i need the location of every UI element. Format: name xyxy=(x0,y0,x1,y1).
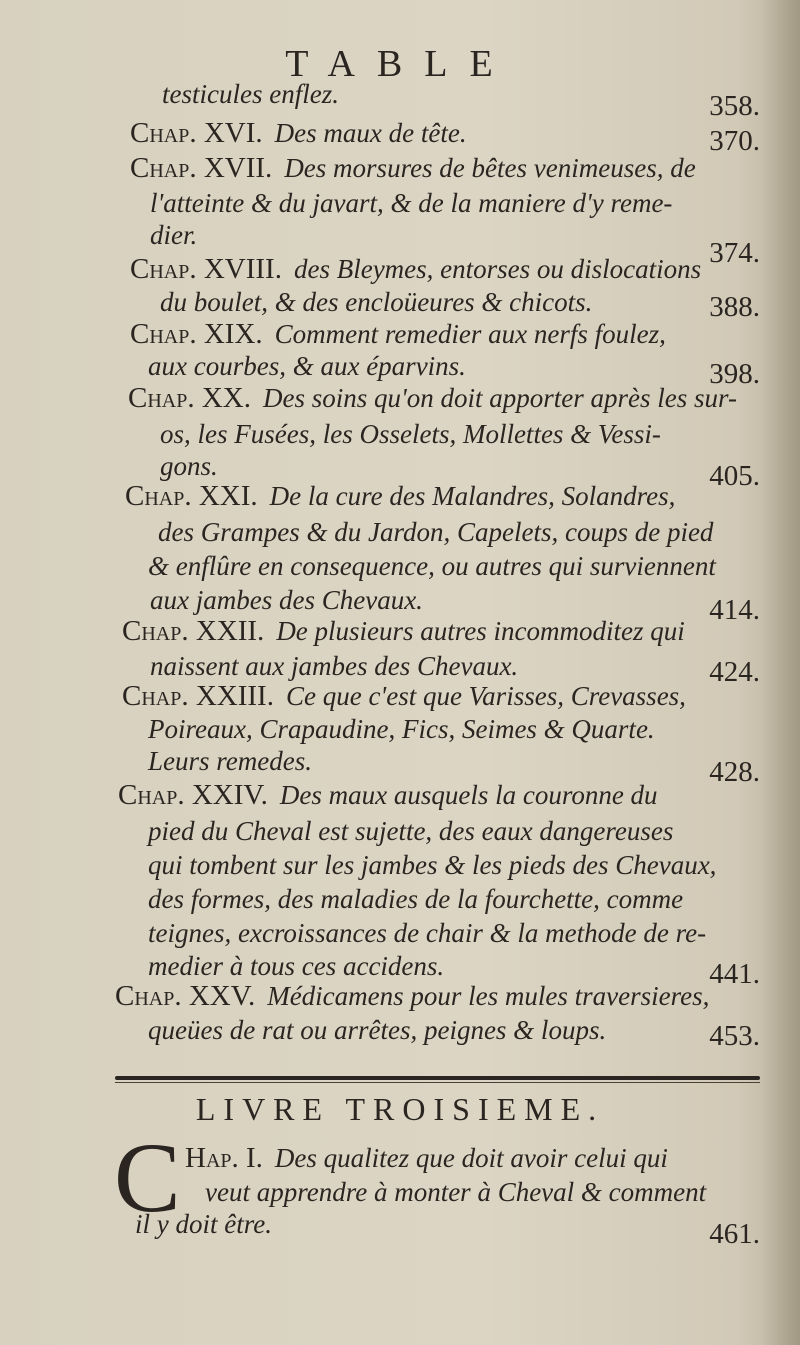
toc-page-number: 398. xyxy=(709,358,760,390)
toc-entry-chap-xxiii xyxy=(122,680,686,712)
toc-line-text: naissent aux jambes des Chevaux. xyxy=(150,651,519,681)
toc-line-text: l'atteinte & du javart, & de la maniere d'y reme- xyxy=(150,188,673,218)
toc-line xyxy=(160,286,592,318)
toc-line xyxy=(158,516,713,548)
toc-line-text: des Grampes & du Jardon, Capelets, coups de pied xyxy=(158,517,714,547)
toc-page-number: 453. xyxy=(709,1020,760,1052)
toc-line xyxy=(148,1014,606,1046)
toc-entry-chap-xxiv xyxy=(118,779,658,811)
chapter-label: Chap. XXIII. xyxy=(122,680,274,712)
toc-entry-chap-xviii xyxy=(130,253,701,285)
drop-cap: C xyxy=(114,1122,181,1233)
toc-page-number: 374. xyxy=(709,237,760,269)
chapter-label: Chap. XVI. xyxy=(130,117,263,149)
chapter-label: Chap. XIX. xyxy=(130,318,263,350)
toc-page-number: 370. xyxy=(709,125,760,157)
section-divider xyxy=(115,1076,760,1080)
toc-entry-livre3-chap-i xyxy=(185,1142,668,1174)
toc-line xyxy=(148,950,444,982)
toc-line-text: veut apprendre à monter à Cheval & comment xyxy=(205,1177,707,1207)
toc-line xyxy=(148,350,466,382)
toc-entry-chap-xxi xyxy=(125,480,675,512)
toc-line-text: Des soins qu'on doit apporter après les sur- xyxy=(263,383,737,413)
toc-page-number: 428. xyxy=(709,756,760,788)
toc-line-text: des Bleymes, entorses ou dislocations xyxy=(293,254,702,284)
toc-line xyxy=(160,450,218,482)
toc-line-text: du boulet, & des encloüeures & chicots. xyxy=(160,287,593,317)
toc-line-text: De plusieurs autres incommoditez qui xyxy=(276,616,685,646)
toc-line-text: Médicamens pour les mules traversieres, xyxy=(267,981,710,1011)
toc-page-number: 405. xyxy=(709,460,760,492)
toc-entry-chap-xxii xyxy=(122,615,685,647)
toc-line-text: medier à tous ces accidens. xyxy=(148,951,445,981)
toc-line xyxy=(150,187,672,219)
toc-line xyxy=(150,584,423,616)
toc-line-text: Comment remedier aux nerfs foulez, xyxy=(274,319,666,349)
toc-line-text: qui tombent sur les jambes & les pieds des Chevaux, xyxy=(148,850,717,880)
chapter-label: Chap. XXV. xyxy=(115,980,256,1012)
section-divider-thin xyxy=(115,1082,760,1083)
book-heading: LIVRE TROISIEME. xyxy=(195,1091,605,1127)
running-title: TABLE xyxy=(285,43,515,85)
toc-line xyxy=(150,219,197,251)
toc-line-text: Leurs remedes. xyxy=(148,746,312,776)
toc-line xyxy=(148,745,312,777)
toc-line-text: Des morsures de bêtes venimeuses, de xyxy=(284,153,696,183)
chapter-label: Chap. XXI. xyxy=(125,480,258,512)
toc-line-text: des formes, des maladies de la fourchette, comme xyxy=(148,884,684,914)
toc-entry-chap-xx xyxy=(128,382,737,414)
toc-line-text: gons. xyxy=(160,451,218,481)
toc-line xyxy=(148,917,706,949)
toc-entry-chap-xxv xyxy=(115,980,709,1012)
toc-page-number: 358. xyxy=(709,90,760,122)
toc-line xyxy=(162,78,339,110)
toc-line-text: il y doit être. xyxy=(135,1209,272,1239)
chapter-label: Chap. XXIV. xyxy=(118,779,268,811)
toc-entry-chap-xvi xyxy=(130,117,467,149)
chapter-label: Chap. XVIII. xyxy=(130,253,282,285)
toc-line-text: dier. xyxy=(150,220,198,250)
toc-line xyxy=(148,849,716,881)
toc-line xyxy=(160,418,661,450)
toc-page-number: 441. xyxy=(709,958,760,990)
toc-line-text: Des qualitez que doit avoir celui qui xyxy=(274,1143,668,1173)
toc-entry-chap-xvii xyxy=(130,152,696,184)
toc-page-number: 461. xyxy=(709,1218,760,1250)
toc-entry-chap-xix xyxy=(130,318,666,350)
toc-line-text: pied du Cheval est sujette, des eaux dangereuses xyxy=(148,816,674,846)
toc-line xyxy=(148,883,683,915)
toc-line-text: & enflûre en consequence, ou autres qui surviennent xyxy=(148,551,716,581)
toc-line-text: Poireaux, Crapaudine, Fics, Seimes & Quarte. xyxy=(148,714,655,744)
toc-line xyxy=(205,1176,706,1208)
chapter-label: Chap. XVII. xyxy=(130,152,273,184)
toc-page-number: 414. xyxy=(709,594,760,626)
toc-line-text: aux courbes, & aux éparvins. xyxy=(148,351,466,381)
toc-line-text: Ce que c'est que Varisses, Crevasses, xyxy=(285,681,686,711)
toc-line-text: testicules enflez. xyxy=(162,79,339,109)
toc-line xyxy=(150,650,518,682)
toc-page-number: 388. xyxy=(709,291,760,323)
toc-line-text: queües de rat ou arrêtes, peignes & loups. xyxy=(148,1015,607,1045)
toc-line-text: teignes, excroissances de chair & la methode de re- xyxy=(148,918,707,948)
chapter-label: Chap. XX. xyxy=(128,382,251,414)
toc-line xyxy=(148,550,716,582)
toc-line-text: De la cure des Malandres, Solandres, xyxy=(269,481,676,511)
toc-line-text: os, les Fusées, les Osselets, Mollettes & Vessi- xyxy=(160,419,661,449)
toc-page-number: 424. xyxy=(709,656,760,688)
toc-line-text: aux jambes des Chevaux. xyxy=(150,585,423,615)
chapter-label: Chap. XXII. xyxy=(122,615,265,647)
toc-line xyxy=(135,1208,272,1240)
chapter-label: Hap. I. xyxy=(185,1142,263,1174)
toc-line xyxy=(148,815,673,847)
toc-line-text: Des maux ausquels la couronne du xyxy=(279,780,658,810)
toc-line-text: Des maux de tête. xyxy=(274,118,467,148)
toc-line xyxy=(148,713,655,745)
page-gutter-shadow xyxy=(762,0,800,1345)
